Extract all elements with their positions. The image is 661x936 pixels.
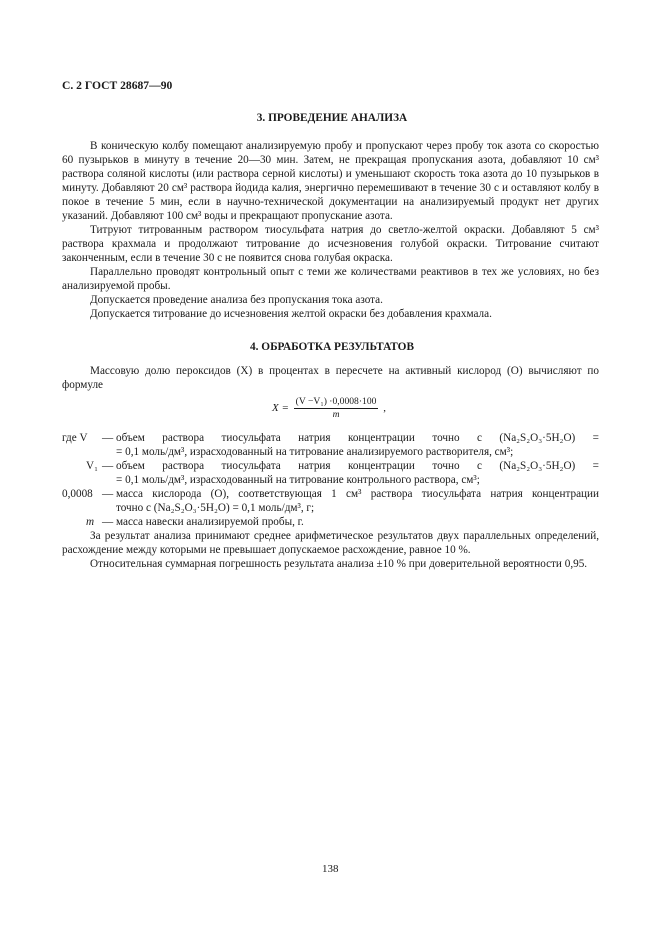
paragraph: Параллельно проводят контрольный опыт с теми же количествами реактивов в тех же условиях, но без анализируемой пробы. bbox=[62, 266, 599, 292]
formula-tail: , bbox=[383, 402, 386, 415]
definition-line: точно c (Na₂S₂O₃·5H₂O) = 0,1 моль/дм³, г; bbox=[116, 502, 315, 514]
formula bbox=[272, 396, 386, 421]
definition-dash: — bbox=[102, 460, 114, 472]
definition-term: m bbox=[86, 516, 95, 528]
formula-fraction bbox=[294, 396, 379, 421]
paragraph: Титруют титрованным раствором тиосульфата натрия до светло-желтой окраски. Добавляют 5 см³ раствора крахмала и продолжают титрование до исчезновения голубой окраски. Титрование считают законченным, если в течение 30 с не появится снова голубая окраска. bbox=[62, 224, 599, 264]
section-3-body bbox=[62, 139, 599, 321]
definition-line: объем раствора тиосульфата натрия концентрации точно c (Na₂S₂O₃·5H₂O) = bbox=[116, 432, 599, 444]
definition-dash: — bbox=[102, 488, 114, 500]
definition-line: = 0,1 моль/дм³, израсходованный на титрование анализируемого растворителя, см³; bbox=[116, 446, 514, 458]
definition-term: 0,0008 bbox=[62, 488, 93, 500]
paragraph: Допускается титрование до исчезновения желтой окраски без добавления крахмала. bbox=[90, 308, 492, 320]
formula-numerator: (V −V₁) ·0,0008·100 bbox=[295, 396, 377, 407]
definition-line: = 0,1 моль/дм³, израсходованный на титрование контрольного раствора, см³; bbox=[116, 474, 480, 486]
paragraph: Допускается проведение анализа без пропускания тока азота. bbox=[90, 294, 383, 306]
paragraph: Массовую долю пероксидов (X) в процентах в пересчете на активный кислород (О) вычисляют по формуле bbox=[62, 365, 599, 391]
definition-term: V₁ bbox=[86, 460, 98, 472]
definition-line: масса навески анализируемой пробы, г. bbox=[116, 516, 304, 528]
section-4-intro bbox=[62, 364, 599, 392]
formula-denominator: m bbox=[332, 409, 340, 420]
section-4-conclusion bbox=[62, 529, 599, 571]
page-number: 138 bbox=[322, 863, 339, 875]
page-header: С. 2 ГОСТ 28687—90 bbox=[62, 79, 173, 92]
definition-dash: — bbox=[102, 432, 114, 444]
section-4-title: 4. ОБРАБОТКА РЕЗУЛЬТАТОВ bbox=[250, 341, 414, 353]
definition-line: объем раствора тиосульфата натрия концентрации точно c (Na₂S₂O₃·5H₂O) = bbox=[116, 460, 599, 472]
paragraph: В коническую колбу помещают анализируемую пробу и пропускают через пробу ток азота со скоростью 60 пузырьков в минуту в течение 20—30 мин. Затем, не прекращая пропускания азота, добавляют 10 см³ раствора соляной кислоты (или раствора серной кислоты) и уменьшают скорость тока азота до 10 пузырьков в минуту. Добавляют 20 см³ раствора йодида калия, энергично перемешивают в течение 30 с и оставляют колбу в покое в течение 5 мин, если в научно-технической документации на анализируемый продукт нет других указаний. Добавляют 100 см³ воды и прекращают пропускание азота. bbox=[62, 140, 599, 222]
paragraph: Относительная суммарная погрешность результата анализа ±10 % при доверительной вероятности 0,95. bbox=[90, 558, 588, 570]
definition-dash: — bbox=[102, 516, 114, 528]
section-3-title: 3. ПРОВЕДЕНИЕ АНАЛИЗА bbox=[256, 112, 408, 124]
definition-term: где V bbox=[62, 432, 88, 444]
paragraph: За результат анализа принимают среднее арифметическое результатов двух параллельных определений, расхождение между которыми не превышает допускаемое расхождение, равное 10 %. bbox=[62, 530, 599, 556]
formula-lhs: X = bbox=[272, 402, 289, 415]
definition-line: масса кислорода (О), соответствующая 1 см³ раствора тиосульфата натрия концентрации bbox=[116, 488, 599, 500]
